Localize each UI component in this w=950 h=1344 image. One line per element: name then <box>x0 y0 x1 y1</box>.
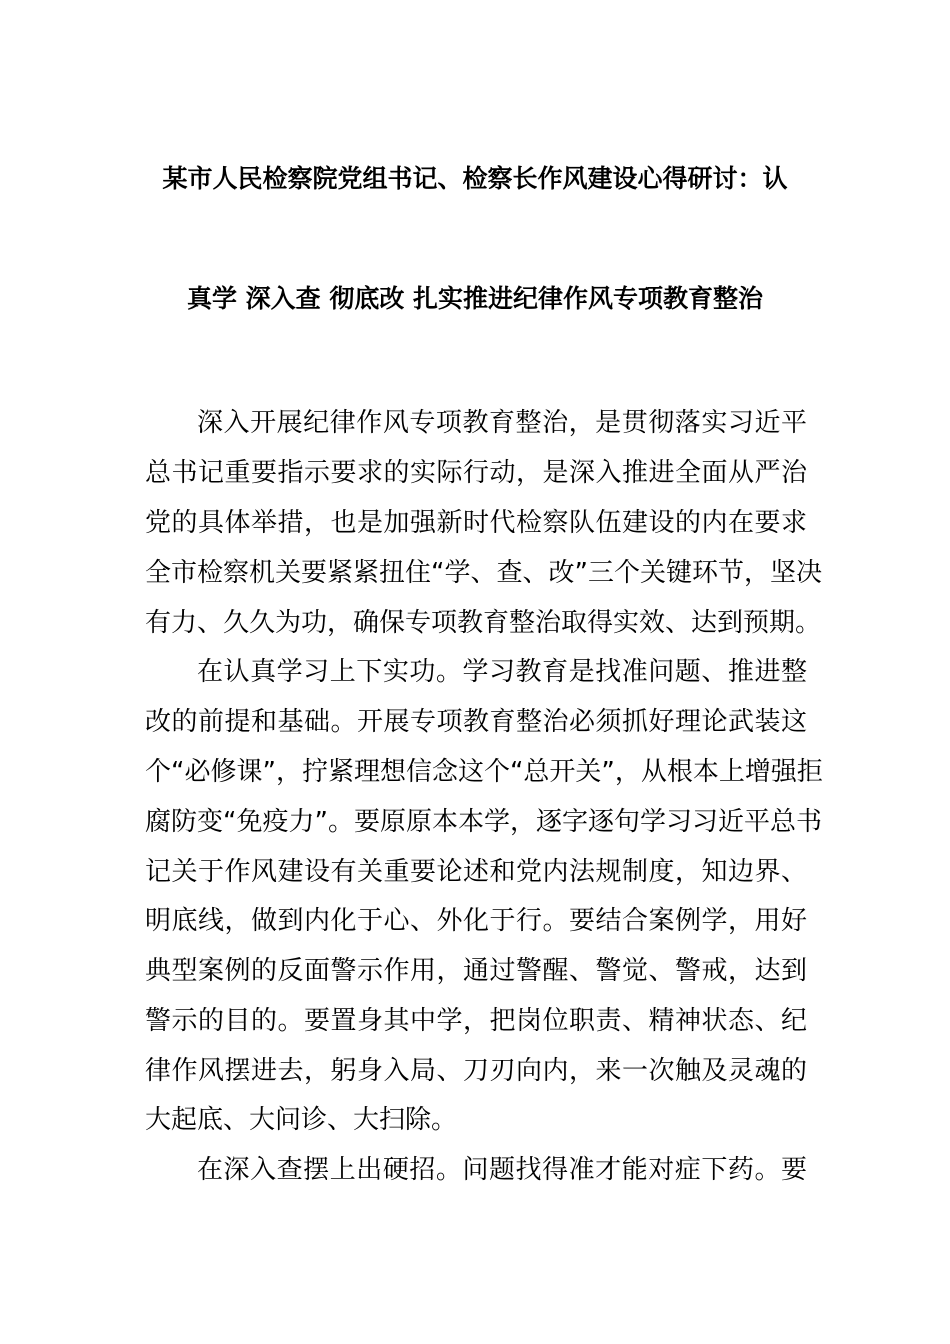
paragraph-line: 明底线，做到内化于心、外化于行。要结合案例学，用好 <box>145 906 807 936</box>
paragraph-line: 个“必修课”，拧紧理想信念这个“总开关”，从根本上增强拒 <box>145 757 823 787</box>
paragraph-line: 全市检察机关要紧紧扭住“学、查、改”三个关键环节，坚决 <box>145 558 822 588</box>
document-title-line-2: 真学 深入查 彻底改 扎实推进纪律作风专项教育整治 <box>186 284 764 313</box>
paragraph-line: 总书记重要指示要求的实际行动，是深入推进全面从严治 <box>145 458 807 488</box>
paragraph-line: 有力、久久为功，确保专项教育整治取得实效、达到预期。 <box>145 608 822 638</box>
paragraph-line: 在认真学习上下实功。学习教育是找准问题、推进整 <box>197 657 807 687</box>
paragraph-line: 在深入查摆上出硬招。问题找得准才能对症下药。要 <box>197 1155 807 1185</box>
paragraph-line: 深入开展纪律作风专项教育整治，是贯彻落实习近平 <box>197 408 807 438</box>
paragraph-line: 党的具体举措，也是加强新时代检察队伍建设的内在要求 <box>145 508 807 538</box>
paragraph-line: 腐防变“免疫力”。要原原本本学，逐字逐句学习习近平总书 <box>145 807 822 837</box>
paragraph-line: 改的前提和基础。开展专项教育整治必须抓好理论武装这 <box>145 707 807 737</box>
document-title-line-1: 某市人民检察院党组书记、检察长作风建设心得研讨：认 <box>162 164 788 193</box>
paragraph-line: 律作风摆进去，躬身入局、刀刃向内，来一次触及灵魂的 <box>145 1056 807 1086</box>
paragraph-line: 警示的目的。要置身其中学，把岗位职责、精神状态、纪 <box>145 1006 807 1036</box>
paragraph-line: 记关于作风建设有关重要论述和党内法规制度，知边界、 <box>145 857 807 887</box>
paragraph-line: 典型案例的反面警示作用，通过警醒、警觉、警戒，达到 <box>145 956 807 986</box>
paragraph-line: 大起底、大问诊、大扫除。 <box>145 1105 458 1135</box>
